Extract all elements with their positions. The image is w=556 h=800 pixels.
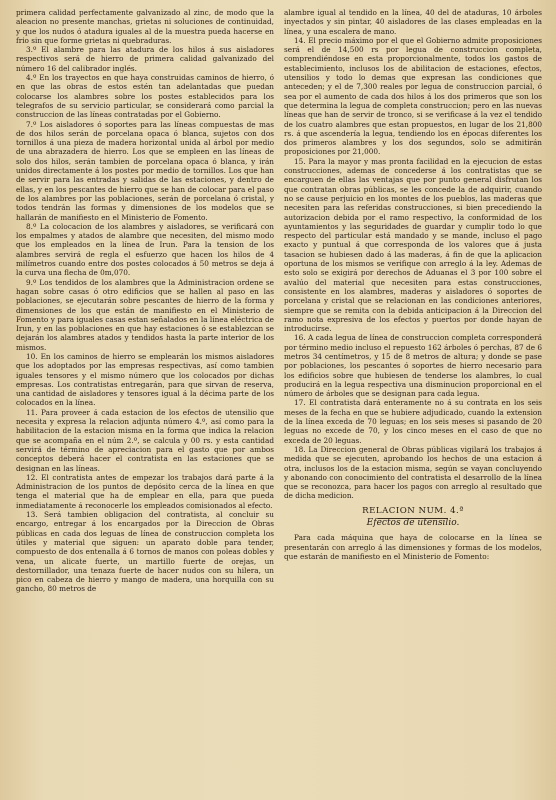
paragraph: 11. Para proveer á cada estacion de los efectos de utensilio que necesita y expresa la relacion adjunta número 4.º, así como para la habilitacion de la estacion misma en la forma que indica la relacion que se acompaña en el núm 2.º, se calcula y 00 rs. y esta cantidad servirá de término de apreciacion para el gasto que por ambos conceptos deberá hacer el contratista en las estaciones que se designan en las líneas. (16, 407, 274, 473)
paragraph: 10. En los caminos de hierro se emplearán los mismos aisladores que los adoptados por las empresas respectivas, así como tambien iguales tensores y el mismo número que los colocados por dichas empresas. Los contratistas entregarán, para que sirvan de reserva, una cantidad de aisladores y tensores igual á la décima parte de los colocados en la línea. (16, 351, 274, 408)
paragraph: 15. Para la mayor y mas pronta facilidad en la ejecucion de estas construcciones, ademas de concederse á los contratistas que se encarguen de ellas las ventajas que por punto general disfrutan los que contratan obras públicas, se les concede la de adquirir, cuando no se cause perjuicio en los montes de los pueblos, las maderas que necesiten para las referidas construcciones, si bien precediendo la autorizacion debida por el ramo respectivo, la conformidad de los ayuntamientos y las seguridades de guardar y cumplir todo lo que respecto del particular está mandado y se mande, incluso el pago exacto y puntual á que corresponda de los valores que á justa tasacion se hubiesen dado á las maderas, á fin de que la aplicacion oportuna de los mismos se verifique con arreglo á la ley. Ademas de esto solo se exigirá por derechos de Aduanas el 3 por 100 sobre el avalúo del material que necesiten para estas construcciones, consistente en los alambres, maderas y aisladores ó soportes de porcelana y cristal que se relacionan en las condiciones anteriores, siempre que se remita con la debida anticipacion á la Direccion del ramo nota expresiva de los efectos y puertos por donde hayan de introducirse. (284, 156, 542, 334)
right-column (284, 8, 542, 790)
paragraph: 8.º La colocacion de los alambres y aisladores, se verificará con los empalmes y atados de alambre que necesiten, del mismo modo que los empleados en la línea de Irun. Para la tension de los alambres servirá de regla el esfuerzo que hacen los hilos de 4 milímetros cuando entre dos postes colocados á 50 metros se deja á la curva una flecha de 0m,070. (16, 221, 274, 278)
paragraph: 16. A cada legua de línea de construccion completa corresponderá por término medio incluso el repuesto 162 árboles ó perchas, 87 de 6 metros 34 centímetros, y 15 de 8 metros de altura; y donde se pase por poblaciones, los pescantes ó soportes de hierro necesario para los edificios sobre que hubiesen de tenderse los alambres, lo cual producirá en la legua respectiva una disminucion proporcional en el número de árboles que se designan para cada legua. (284, 333, 542, 399)
relacion-paragraph: Para cada máquina que haya de colocarse en la línea se presentarán con arreglo á las dimensiones y formas de los modelos, que estarán de manifiesto en el Ministerio de Fomento: (284, 533, 542, 561)
left-column (16, 8, 274, 790)
paragraph: 4.º En los trayectos en que haya construidas caminos de hierro, ó en que las obras de estos estén tan adelantadas que puedan colocarse los alambres sobre los postes establecidos para los telegrafos de su servicio particular, se considerará como parcial la construccion de las líneas contratadas por el Gobierno. (16, 73, 274, 120)
paragraph: 13. Será tambien obligacion del contratista, al concluir su encargo, entregar á los encargados por la Direccion de Obras públicas en cada dos leguas de línea de construccion completa los útiles y material que siguen: un aparato doble para tender, compuesto de dos entenalla á 6 tornos de manos con poleas dobles y vena, un alicate fuerte, un martillo fuerte de orejas, un destornillador, una tenaza fuerte de hacer nudos con su hilera, un pico en cabeza de hierro y mango de madera, una horquilla con su gancho, 80 metros de (16, 510, 274, 594)
paragraph: 12. El contratista antes de empezar los trabajos dará parte á la Administracion de los puntos de depósito cerca de la línea en que tenga el material que ha de emplear en ella, para que pueda inmediatamente á reconocerle los empleados comisionados al efecto. (16, 472, 274, 510)
paragraph: primera calidad perfectamente galvanizado al zinc, de modo que la aleacion no presente manchas, grietas ni soluciones de continuidad, y que los nudos ó atadura iguales al de la muestra pueda hacerse en frio sin que forme grietas ni quebraduras. (16, 8, 274, 45)
paragraph: 3.º El alambre para las atadura de los hilos á sus aisladores respectivos será de hierro de primera calidad galvanizado del número 16 del calibrador inglés. (16, 45, 274, 73)
right-paragraphs (284, 8, 542, 501)
paragraph: 9.º Los tendidos de los alambres que la Administracion ordene se hagan sobre casas ó otro edificios que se hallen al paso en las poblaciones, se ejecutarán sobre pescantes de hierro de la forma y dimensiones de los que están de manifiesto en el Ministerio de Fomento y para iguales casas estan señalados en la línea eléctrica de Irun, y en las poblaciones en que hay estaciones ó se establezcan se dejarán los alambres atados y tendidos hasta la parte interior de los mismos. (16, 277, 274, 352)
paragraph: 18. La Direccion general de Obras públicas vigilará los trabajos á medida que se ejecuten, aprobando los hechos de una estacion á otra, inclusos los de la estacion misma, según se vayan concluyendo y abonando con conocimiento del contratista el desarrollo de la línea que se reconozca, para hacer los pagos con arreglo al resultado que de dicha medicion. (284, 444, 542, 501)
paragraph: 14. El precio máximo por el que el Gobierno admite proposiciones será el de 14,500 rs por legua de construccion completa, comprendiéndose en esta proporcionalmente, todos los gastos de establecimiento, inclusos los de abilitacion de estaciones, efectos, utensilios y todo lo demas que expresan las condiciones que anteceden; y el de 7,300 reales por legua de construccion parcial, ó sea por el aumento de cada dos hilos á los dos primeros que son los que determina la legua de completa construccion; pero en las nuevas líneas que han de servir de tronco, si se verificase á la vez el tendido de los cuatro alambres que estan propuestos, en lugar de los 21,800 rs. á que ascendería la legua, tendiendo los en épocas diferentes los dos primeros alambres y los dos segundos, solo se admitirán proposiciones por 21,000. (284, 35, 542, 157)
text-columns (16, 8, 542, 790)
relacion-title: RELACION NUM. 4.ª (362, 505, 464, 516)
paragraph: 7.º Los aisladores ó soportes para las líneas compuestas de mas de dos hilos serán de porcelana opaca ó blanca, sujetos con dos tornillos á una pieza de madera horizontal unida al árbol por medio de una abrazadera de hierro. Los que se empleen en las líneas de solo dos hilos, serán tambien de porcelana opaca ó blanca, y irán unidos directamente á los postes por medio de tornillos. Los que han de servir para las entradas y salidas de las estaciones, y dentro de ellas, y en los pescantes de hierro que se han de colocar para el paso de los alambres por las poblaciones, serán de porcelana ó cristal, y todos tendrán las formas y dimensiones de los modelos que se hallarán de manifiesto en el Ministerio de Fomento. (16, 119, 274, 222)
paragraph: alambre igual al tendido en la línea, 40 del de ataduras, 10 árboles inyectados y sin pintar, 40 aisladores de las clases empleadas en la línea, y una escalera de mano. (284, 8, 542, 36)
paragraph: 17. El contratista dará enteramente no á su contrata en los seis meses de la fecha en que se hubiere adjudicado, cuando la extension de la línea exceda de 70 leguas; en los seis meses si pasando de 20 leguas no excede de 70, y los cinco meses en el caso de que no exceda de 20 leguas. (284, 398, 542, 445)
relacion-subtitle: Efectos de utensilio. (366, 518, 460, 529)
